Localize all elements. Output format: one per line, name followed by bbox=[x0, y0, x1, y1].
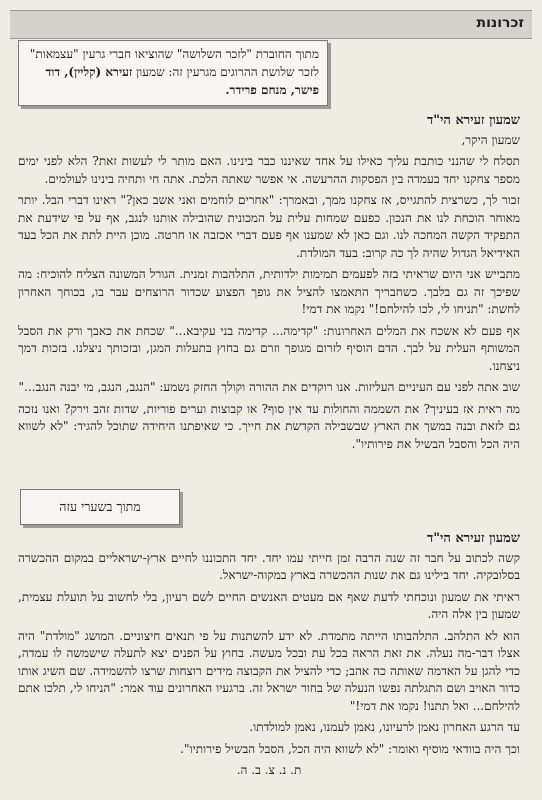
letter-1-greeting: שמעון היקר, bbox=[461, 132, 520, 147]
source-box: מתוך בשערי עזה bbox=[20, 489, 180, 525]
letter-2-paragraph: עד הרגע האחרון נאמן לרעיונו, נאמן לעמנו, נאמן למולדתו. bbox=[249, 720, 520, 734]
intro-names: זעירא (קליין), דוד פישר, מנחם פרידר. bbox=[45, 65, 319, 97]
letter-1-paragraph: תסלח לי שהנני כותבת עליך כאילו על אחד שאיננו כבר בינינו. האם מותר לי לעשות זאת? הלא לפני ימים מספר צחקנו יחד בעמדה בין הפסקות ההרעשה. אי אפשר שאתה הלכת. אתה חי ותחיה בינינו לעולמים. bbox=[18, 154, 520, 186]
letter-2-paragraph: וכך היה בוודאי מוסיף ואומר: "לא לשווא היה הכל, הסבל הבשיל פירותיו". bbox=[180, 741, 520, 756]
letter-1 bbox=[18, 112, 520, 457]
letter-1-paragraph: מתבייש אני היום שראיתי בזה לפעמים תמימות ילדותית, התלהבות זמנית. הגורל המשונה הצליח להוכיח: מה שפיכך זה גם בלבך. כשחבריך התאמצו להציל את גופך הפצוע שכדור הרוצחים עבר בו, בכוחך האחרון לחשת: "תניחו לי, לכו להילחם!" נקמו את דמי! bbox=[18, 267, 520, 316]
letter-1-paragraph: אף פעם לא אשכח את המלים האחרונות: "קדימה... קדימה בני עקיבא..." שכחת את כאבך ורק את הסבל המשותף העלית על לבך. הדם הוסיף לזרום מגופך וזרם גם בחוץ בתעלות המגן, ובזכותך ניצלנו. בזכות דמך ניצחנו. bbox=[18, 323, 520, 373]
letter-2-heading: שמעון זעירא הי"ד bbox=[427, 531, 520, 546]
letter-1-paragraph: זכור לך, כשרצית להתגייס, אז צחקנו ממך, ובאמרך: "אחרים לוחמים ואני אשב כאן?" ראינו דברי הבל. יותר מאוחר הוכחת לנו את הנכון. כפעם שמחות עלית על המכונית שהובילה אותנו לנגב, אף על פי שידעת את התפקיד הקשה המחכה לנו. וגם כאן לא שמענו אף פעם דברי אכזבה או חרטה. מוכן היית לתת את הכל בעד האידיאל הגדול שהיה לך כה קרוב: בעד המולדת. bbox=[18, 193, 520, 260]
letter-1-paragraph: שוב אתה לפני עם העיניים העליזות. אנו רוקדים את ההורה וקולך החזק נשמע: "הנגב, הנגב, מי יבנה הנגב..." bbox=[18, 380, 520, 394]
letter-2-paragraph: קשה לכתוב על חבר זה שנה הרבה זמן חייתי עמו יחד. יחד התכוננו לחיים ארץ-ישראליים במקום ההכשרה בסלובקיה. יחד בילינו גם את שנות ההכשרה בארץ במקוה-ישראל. bbox=[18, 550, 520, 582]
letter-1-paragraph: מה ראית אז בעיניך? את השממה והחולות עד אין סוף? או קבוצות וערים פוריות, שדות זהב וירק? ואנו נזכה גם לזאת ובנה במשך את הארץ שבשבילה הקדשת את חייך. כי שאיפתנו היחידה שתוכל להגיד: "לא לשווא היה הכל והסבל הבשיל את פירותיו". bbox=[18, 401, 520, 451]
signature: ת. נ. צ. ב. ה. bbox=[236, 763, 302, 777]
section-label: זכרונות bbox=[476, 15, 524, 31]
intro-box bbox=[18, 40, 328, 106]
letter-2-paragraph: הוא לא התלהב. התלהבותו הייתה מתמדת. לא ידע להשתנות על פי תנאים חיצוניים. המושג "מולדת" היה אצלו דבר-מה נעלה. את זאת הראה בכל עת ובכל מעשה. בחוץ על הפנים יצא לתעלה שישמשה לו עמדה, כדי להגן על האדמה שאותה כה אהב; כדי להציל את הקבוצה מידים רוצחות שרצו להשמידה. שם השיג אותו כדור האויב ושם התגלתה נפשו הנעלה של בחור ישראל זה. ברגעיו האחרונים עוד אמר: "הניחו לי, תלכו אתם להילחם... ואל תתנו! נקמו את דמי!" bbox=[18, 628, 520, 713]
letter-1-heading: שמעון זעירא הי"ד bbox=[427, 113, 520, 128]
letter-2-paragraph: ראיתי את שמעון ונוכחתי לדעת שאף אם מעטים האנשים החיים לשם רעיון, בלי לחשוב על תועלת עצמית, שמעון בין אלה היה. bbox=[18, 589, 520, 621]
section-header-bar bbox=[10, 10, 532, 39]
letter-2 bbox=[18, 530, 520, 780]
intro-text: מתוך החוברת "לזכר השלושה" שהוציאו חברי גרעין "עצמאות" לזכר שלושת ההרוגים מגרעין זה: שמעון bbox=[29, 47, 319, 79]
